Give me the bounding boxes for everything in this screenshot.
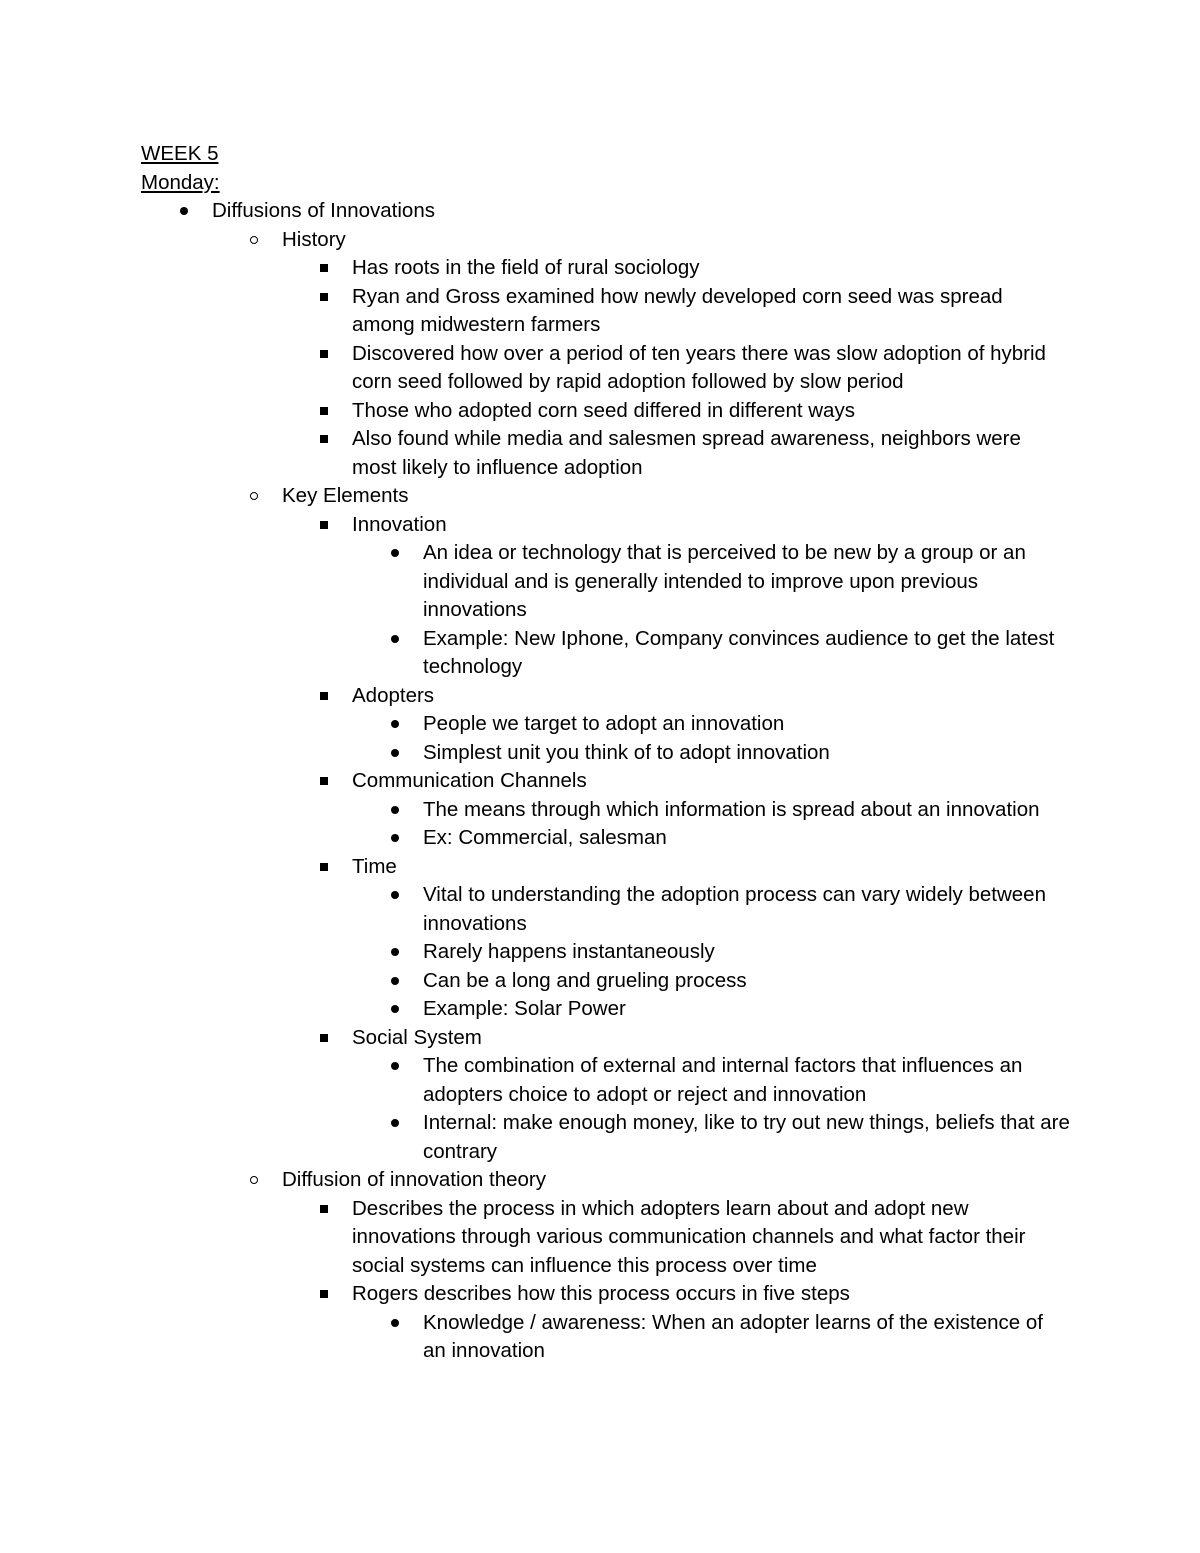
adopters-title: Adopters — [352, 683, 435, 707]
list-item — [141, 739, 1071, 768]
rogers-step: Knowledge / awareness: When an adopter learns of the existence of an innovation — [423, 1310, 1043, 1362]
history-title: History — [282, 227, 346, 251]
time-title: Time — [352, 854, 397, 878]
time-point: Example: Solar Power — [423, 997, 626, 1020]
social-system-point: Internal: make enough money, like to try out new things, beliefs that are contrary — [423, 1111, 1070, 1163]
hollow-bullet-icon — [247, 226, 261, 255]
time-point: Rarely happens instantaneously — [423, 940, 715, 963]
list-item — [141, 226, 1071, 255]
filled-bullet-icon — [388, 1109, 402, 1138]
notes-content — [141, 140, 1071, 1366]
theory-description: Describes the process in which adopters learn about and adopt new innovations through various communication channels and what factor their social systems can influence this process over time — [352, 1196, 1026, 1277]
list-item — [141, 1109, 1071, 1166]
square-bullet-icon — [317, 397, 331, 426]
topic-title: Diffusions of Innovations — [212, 199, 435, 222]
filled-bullet-icon — [388, 710, 402, 739]
key-elements-title: Key Elements — [282, 484, 409, 507]
square-bullet-icon — [317, 340, 331, 369]
history-point: Those who adopted corn seed differed in different ways — [352, 398, 855, 422]
list-item — [141, 995, 1071, 1024]
filled-bullet-icon — [388, 1309, 402, 1338]
list-item — [141, 853, 1071, 882]
innovation-point: Example: New Iphone, Company convinces audience to get the latest technology — [423, 626, 1055, 678]
list-item — [141, 767, 1071, 796]
square-bullet-icon — [317, 283, 331, 312]
time-point: Vital to understanding the adoption process can vary widely between innovations — [423, 883, 1046, 935]
list-item — [141, 824, 1071, 853]
filled-bullet-icon — [388, 625, 402, 654]
filled-bullet-icon — [388, 739, 402, 768]
list-item — [141, 283, 1071, 340]
channels-point: Ex: Commercial, salesman — [423, 826, 667, 849]
list-item — [141, 482, 1071, 511]
list-item — [141, 682, 1071, 711]
square-bullet-icon — [317, 1195, 331, 1224]
time-point: Can be a long and grueling process — [423, 968, 747, 992]
list-item — [141, 796, 1071, 825]
list-item — [141, 1024, 1071, 1053]
list-item — [141, 1280, 1071, 1309]
list-item — [141, 539, 1071, 625]
filled-bullet-icon — [388, 881, 402, 910]
square-bullet-icon — [317, 682, 331, 711]
filled-bullet-icon — [388, 995, 402, 1024]
filled-bullet-icon — [388, 938, 402, 967]
square-bullet-icon — [317, 254, 331, 283]
history-point: Discovered how over a period of ten years there was slow adoption of hybrid corn seed followed by rapid adoption followed by slow period — [352, 341, 1046, 393]
list-item — [141, 1309, 1071, 1366]
history-point: Also found while media and salesmen spread awareness, neighbors were most likely to influence adoption — [352, 427, 1021, 479]
social-system-title: Social System — [352, 1025, 482, 1049]
innovation-point: An idea or technology that is perceived to be new by a group or an individual and is generally intended to improve upon previous innovations — [423, 541, 1026, 621]
filled-bullet-icon — [388, 539, 402, 568]
square-bullet-icon — [317, 767, 331, 796]
rogers-steps-intro: Rogers describes how this process occurs in five steps — [352, 1282, 850, 1305]
channels-point: The means through which information is spread about an innovation — [423, 797, 1040, 821]
innovation-title: Innovation — [352, 512, 447, 536]
list-item — [141, 967, 1071, 996]
square-bullet-icon — [317, 853, 331, 882]
list-item — [141, 1166, 1071, 1195]
adopters-point: People we target to adopt an innovation — [423, 712, 785, 735]
filled-bullet-icon — [388, 967, 402, 996]
list-item — [141, 938, 1071, 967]
list-item — [141, 710, 1071, 739]
list-item — [141, 625, 1071, 682]
square-bullet-icon — [317, 511, 331, 540]
list-item — [141, 425, 1071, 482]
list-item — [141, 397, 1071, 426]
list-item — [141, 1195, 1071, 1281]
list-item — [141, 340, 1071, 397]
adopters-point: Simplest unit you think of to adopt innovation — [423, 740, 830, 764]
square-bullet-icon — [317, 1280, 331, 1309]
channels-title: Communication Channels — [352, 769, 587, 792]
hollow-bullet-icon — [247, 482, 261, 511]
filled-bullet-icon — [388, 796, 402, 825]
list-item — [141, 1052, 1071, 1109]
list-item — [141, 197, 1071, 226]
history-point: Ryan and Gross examined how newly developed corn seed was spread among midwestern farmers — [352, 284, 1003, 336]
list-item — [141, 511, 1071, 540]
filled-bullet-icon — [388, 824, 402, 853]
list-item — [141, 254, 1071, 283]
theory-title: Diffusion of innovation theory — [282, 1168, 547, 1191]
filled-bullet-icon — [177, 197, 191, 226]
day-title: Monday: — [141, 170, 220, 194]
list-item — [141, 881, 1071, 938]
week-title: WEEK 5 — [141, 142, 219, 165]
square-bullet-icon — [317, 1024, 331, 1053]
social-system-point: The combination of external and internal factors that influences an adopters choice to adopt or reject and innovation — [423, 1054, 1023, 1106]
filled-bullet-icon — [388, 1052, 402, 1081]
hollow-bullet-icon — [247, 1166, 261, 1195]
history-point: Has roots in the field of rural sociology — [352, 256, 700, 279]
square-bullet-icon — [317, 425, 331, 454]
